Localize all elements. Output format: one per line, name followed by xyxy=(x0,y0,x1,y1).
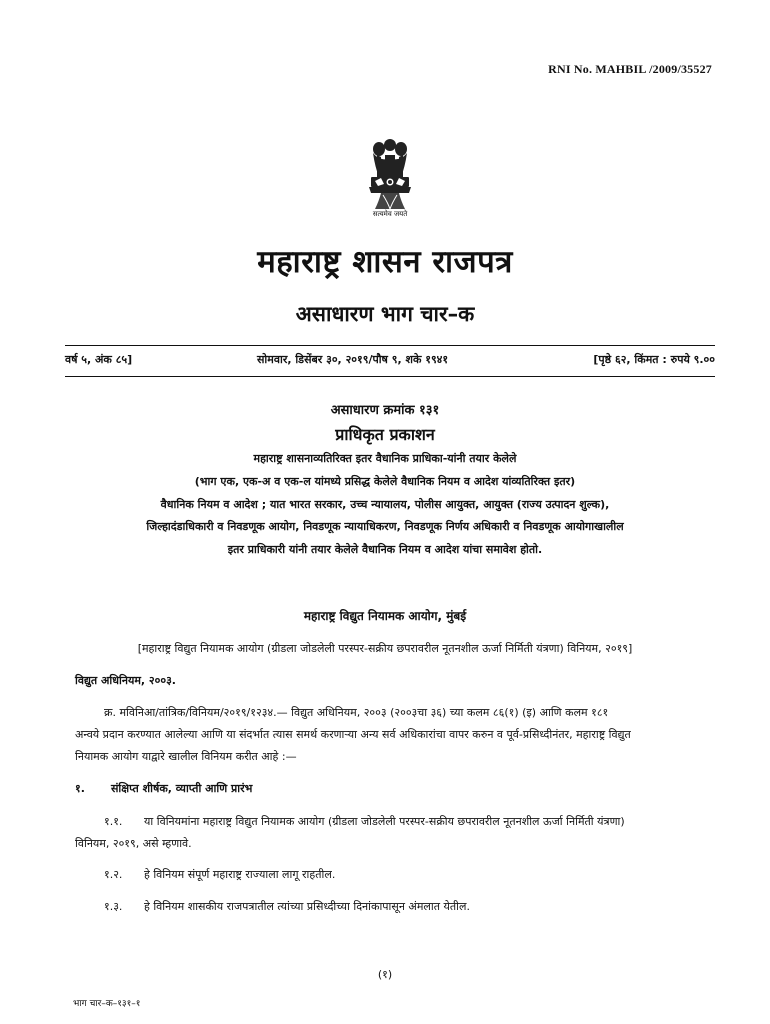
publication-desc-line: इतर प्राधिकारी यांनी तयार केलेले वैधानिक नियम व आदेश यांचा समावेश होतो. xyxy=(227,543,543,556)
section-title: संक्षिप्त शीर्षक, व्याप्ती आणि प्रारंभ xyxy=(111,782,253,795)
act-heading: विद्युत अधिनियम, २००३. xyxy=(75,674,176,687)
issue-pages-price: [पृष्ठे ६२, किंमत : रुपये ९.०० xyxy=(593,353,715,366)
issue-volume: वर्ष ५, अंक ८५] xyxy=(65,353,133,366)
divider-top xyxy=(65,345,715,346)
clause-text: हे विनियम संपूर्ण महाराष्ट्र राज्याला लागू राहतील. xyxy=(144,868,336,881)
clause-number: १.३. xyxy=(104,900,123,913)
issue-info-row xyxy=(65,352,715,372)
preamble-line: नियामक आयोग याद्वारे खालील विनियम करीत आहे :— xyxy=(75,750,297,763)
issue-date: सोमवार, डिसेंबर ३०, २०१९/पौष ९, शके १९४१ xyxy=(257,353,449,366)
rni-number: RNI No. MAHBIL /2009/35527 xyxy=(548,62,712,76)
authoritative-publication: प्राधिकृत प्रकाशन xyxy=(335,425,435,444)
preamble-line: अन्वये प्रदान करण्यात आलेल्या आणि या संदर्भात त्यास समर्थ करणाऱ्या अन्य सर्व अधिकारांचा वापर करुन व पूर्व-प्रसिध्दीनंतर, महाराष्ट्र विद्युत xyxy=(75,728,631,741)
preamble-line: क्र. मविनिआ/तांत्रिक/विनियम/२०१९/१२३४.— विद्युत अधिनियम, २००३ (२००३चा ३६) च्या कलम ८६(१) (इ) आणि कलम १८१ xyxy=(104,706,609,719)
footer-code: भाग चार–क–१३१–१ xyxy=(73,999,141,1009)
section-number: १. xyxy=(75,782,85,795)
gazette-title: महाराष्ट्र शासन राजपत्र xyxy=(257,244,513,280)
commission-heading: महाराष्ट्र विद्युत नियामक आयोग, मुंबई xyxy=(303,609,467,623)
publication-desc-line: वैधानिक नियम व आदेश ; यात भारत सरकार, उच्च न्यायालय, पोलीस आयुक्त, आयुक्त (राज्य उत्पादन शुल्क), xyxy=(160,498,610,511)
gazette-subtitle: असाधारण भाग चार–क xyxy=(295,302,475,326)
clause-text: हे विनियम शासकीय राजपत्रातील त्यांच्या प्रसिध्दीच्या दिनांकापासून अंमलात येतील. xyxy=(144,900,470,913)
clause-number: १.१. xyxy=(104,815,123,828)
publication-desc-line: महाराष्ट्र शासनाव्यतिरिक्त इतर वैधानिक प्राधिका-यांनी तयार केलेले xyxy=(253,452,517,465)
clause-1-2 xyxy=(104,867,335,882)
clause-1-1 xyxy=(104,814,625,829)
clause-number: १.२. xyxy=(104,868,123,881)
page-number: (१) xyxy=(377,968,393,981)
regulation-title: [महाराष्ट्र विद्युत नियामक आयोग (ग्रीडला जोडलेली परस्पर-सक्रीय छपरावरील नूतनशील ऊर्जा निर्मिती यंत्रणा) विनियम, २०१९] xyxy=(137,642,633,655)
clause-1-1-continued: विनियम, २०१९, असे म्हणावे. xyxy=(75,837,192,850)
divider-bottom xyxy=(65,376,715,377)
clause-text: या विनियमांना महाराष्ट्र विद्युत नियामक आयोग (ग्रीडला जोडलेली परस्पर-सक्रीय छपरावरील नूतनशील ऊर्जा निर्मिती यंत्रणा) xyxy=(144,815,625,828)
emblem-motto: सत्यमेव जयते xyxy=(372,210,408,218)
clause-1-3 xyxy=(104,899,470,914)
publication-desc-line: (भाग एक, एक-अ व एक-ल यांमध्ये प्रसिद्ध केलेले वैधानिक नियम व आदेश यांव्यतिरिक्त इतर) xyxy=(194,475,576,488)
publication-desc-line: जिल्हादंडाधिकारी व निवडणूक आयोग, निवडणूक न्यायाधिकरण, निवडणूक निर्णय अधिकारी व निवडणूक आयोगाखालील xyxy=(146,520,624,533)
section-heading xyxy=(75,781,252,796)
extraordinary-number: असाधारण क्रमांक १३१ xyxy=(330,403,440,418)
